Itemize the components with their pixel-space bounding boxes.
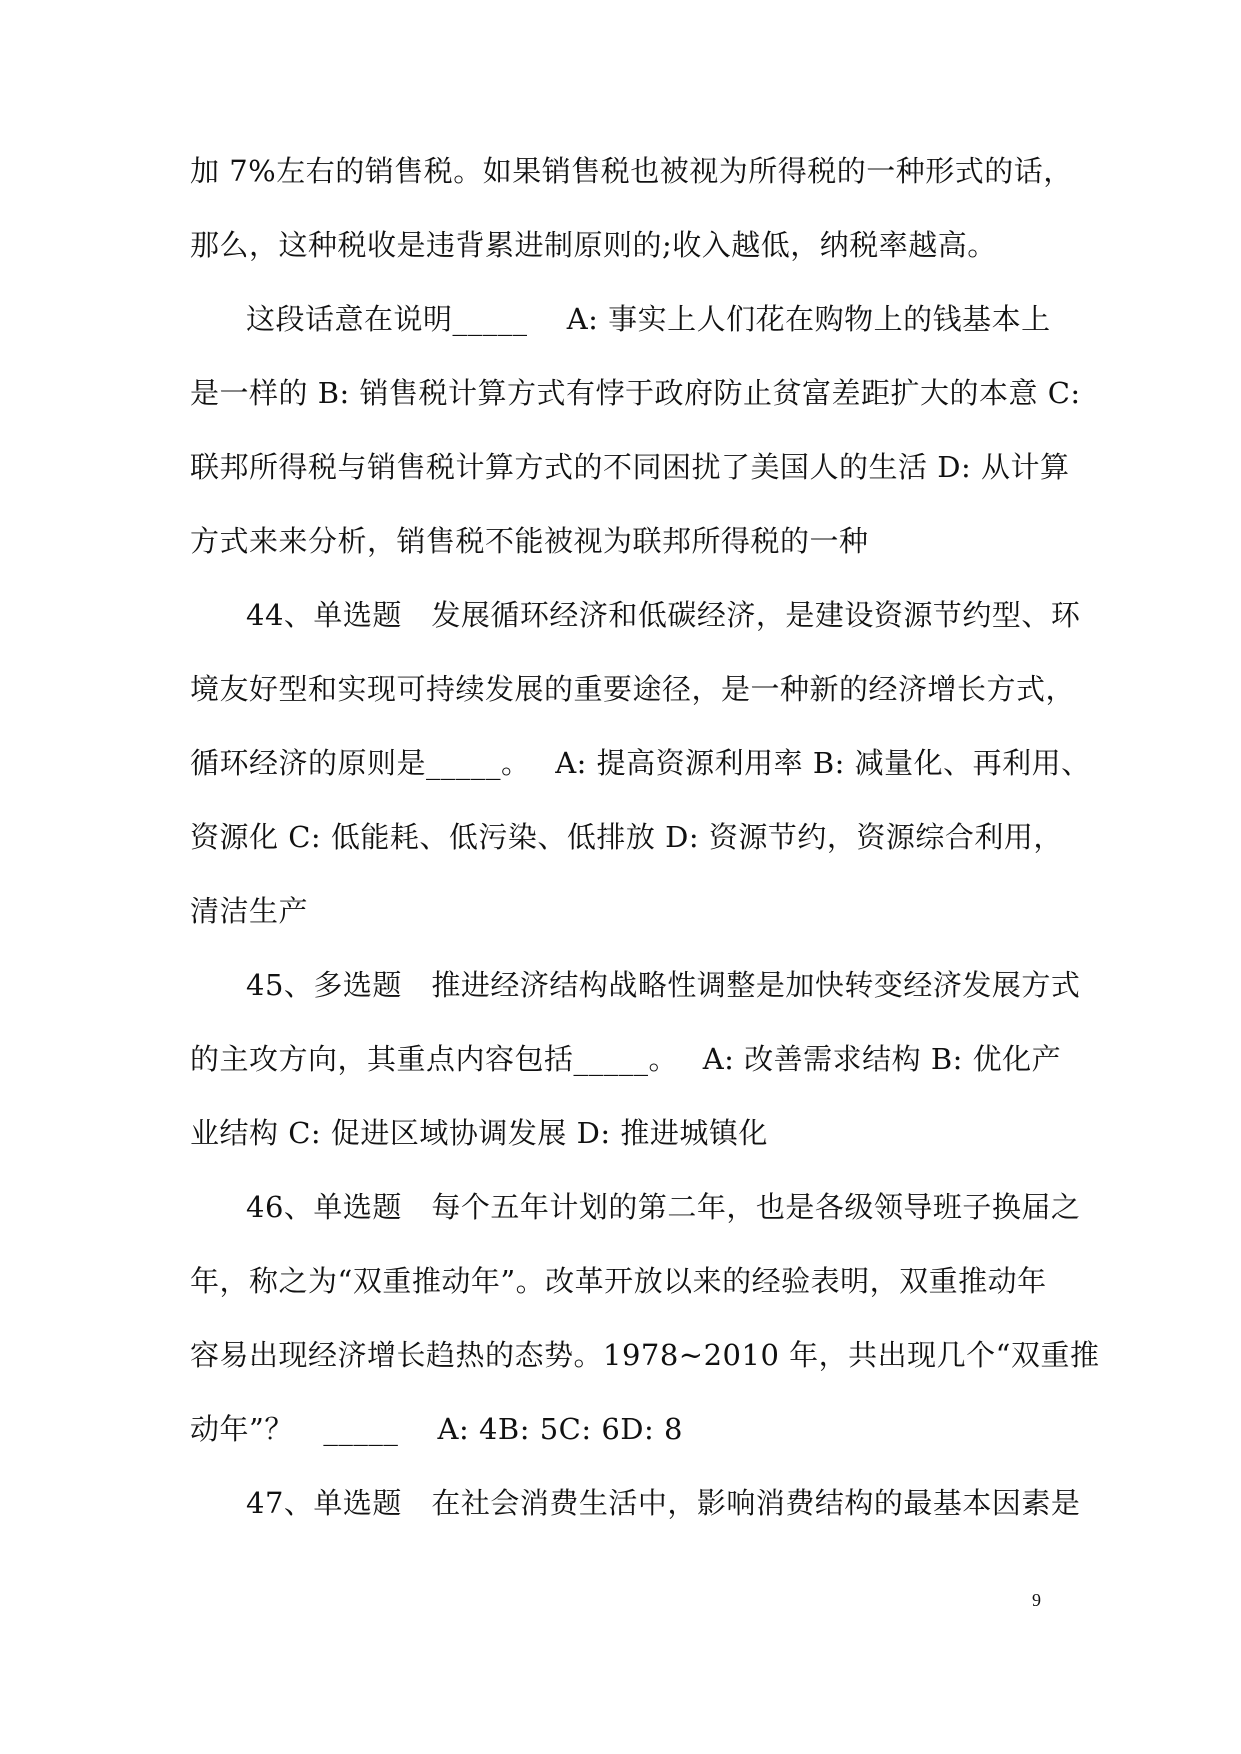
question-46-heading: 46、单选题 每个五年计划的第二年，也是各级领导班子换届之 (246, 1190, 1081, 1224)
question-45-heading: 45、多选题 推进经济结构战略性调整是加快转变经济发展方式 (246, 968, 1081, 1002)
question-47-heading: 47、单选题 在社会消费生活中，影响消费结构的最基本因素是 (246, 1486, 1081, 1520)
question-44-heading: 44、单选题 发展循环经济和低碳经济，是建设资源节约型、环 (246, 598, 1081, 632)
text-line: 加 7%左右的销售税。如果销售税也被视为所得税的一种形式的话， (190, 154, 1073, 188)
text-line: 境友好型和实现可持续发展的重要途径，是一种新的经济增长方式， (190, 672, 1076, 706)
text-line: 动年”？ _____ A: 4B: 5C: 6D: 8 (190, 1412, 683, 1446)
text-line: 清洁生产 (190, 894, 309, 928)
text-line: 联邦所得税与销售税计算方式的不同困扰了美国人的生活 D: 从计算 (190, 450, 1070, 484)
text-line: 的主攻方向，其重点内容包括_____。 A: 改善需求结构 B: 优化产 (190, 1042, 1062, 1076)
text-line: 年，称之为“双重推动年”。改革开放以来的经验表明，双重推动年 (190, 1264, 1047, 1298)
text-line: 那么，这种税收是违背累进制原则的;收入越低，纳税率越高。 (190, 228, 997, 262)
question-43-prompt: 这段话意在说明_____ A: 事实上人们花在购物上的钱基本上 (246, 302, 1051, 336)
text-line: 容易出现经济增长趋热的态势。1978~2010 年，共出现几个“双重推 (190, 1338, 1100, 1372)
text-line: 方式来来分析，销售税不能被视为联邦所得税的一种 (190, 524, 869, 558)
text-line: 业结构 C: 促进区域协调发展 D: 推进城镇化 (190, 1116, 768, 1150)
page-number: 9 (1032, 1590, 1041, 1610)
text-line: 资源化 C: 低能耗、低污染、低排放 D: 资源节约，资源综合利用， (190, 820, 1063, 854)
text-line: 是一样的 B: 销售税计算方式有悖于政府防止贫富差距扩大的本意 C: (190, 376, 1081, 410)
text-line: 循环经济的原则是_____。 A: 提高资源利用率 B: 减量化、再利用、 (190, 746, 1091, 780)
